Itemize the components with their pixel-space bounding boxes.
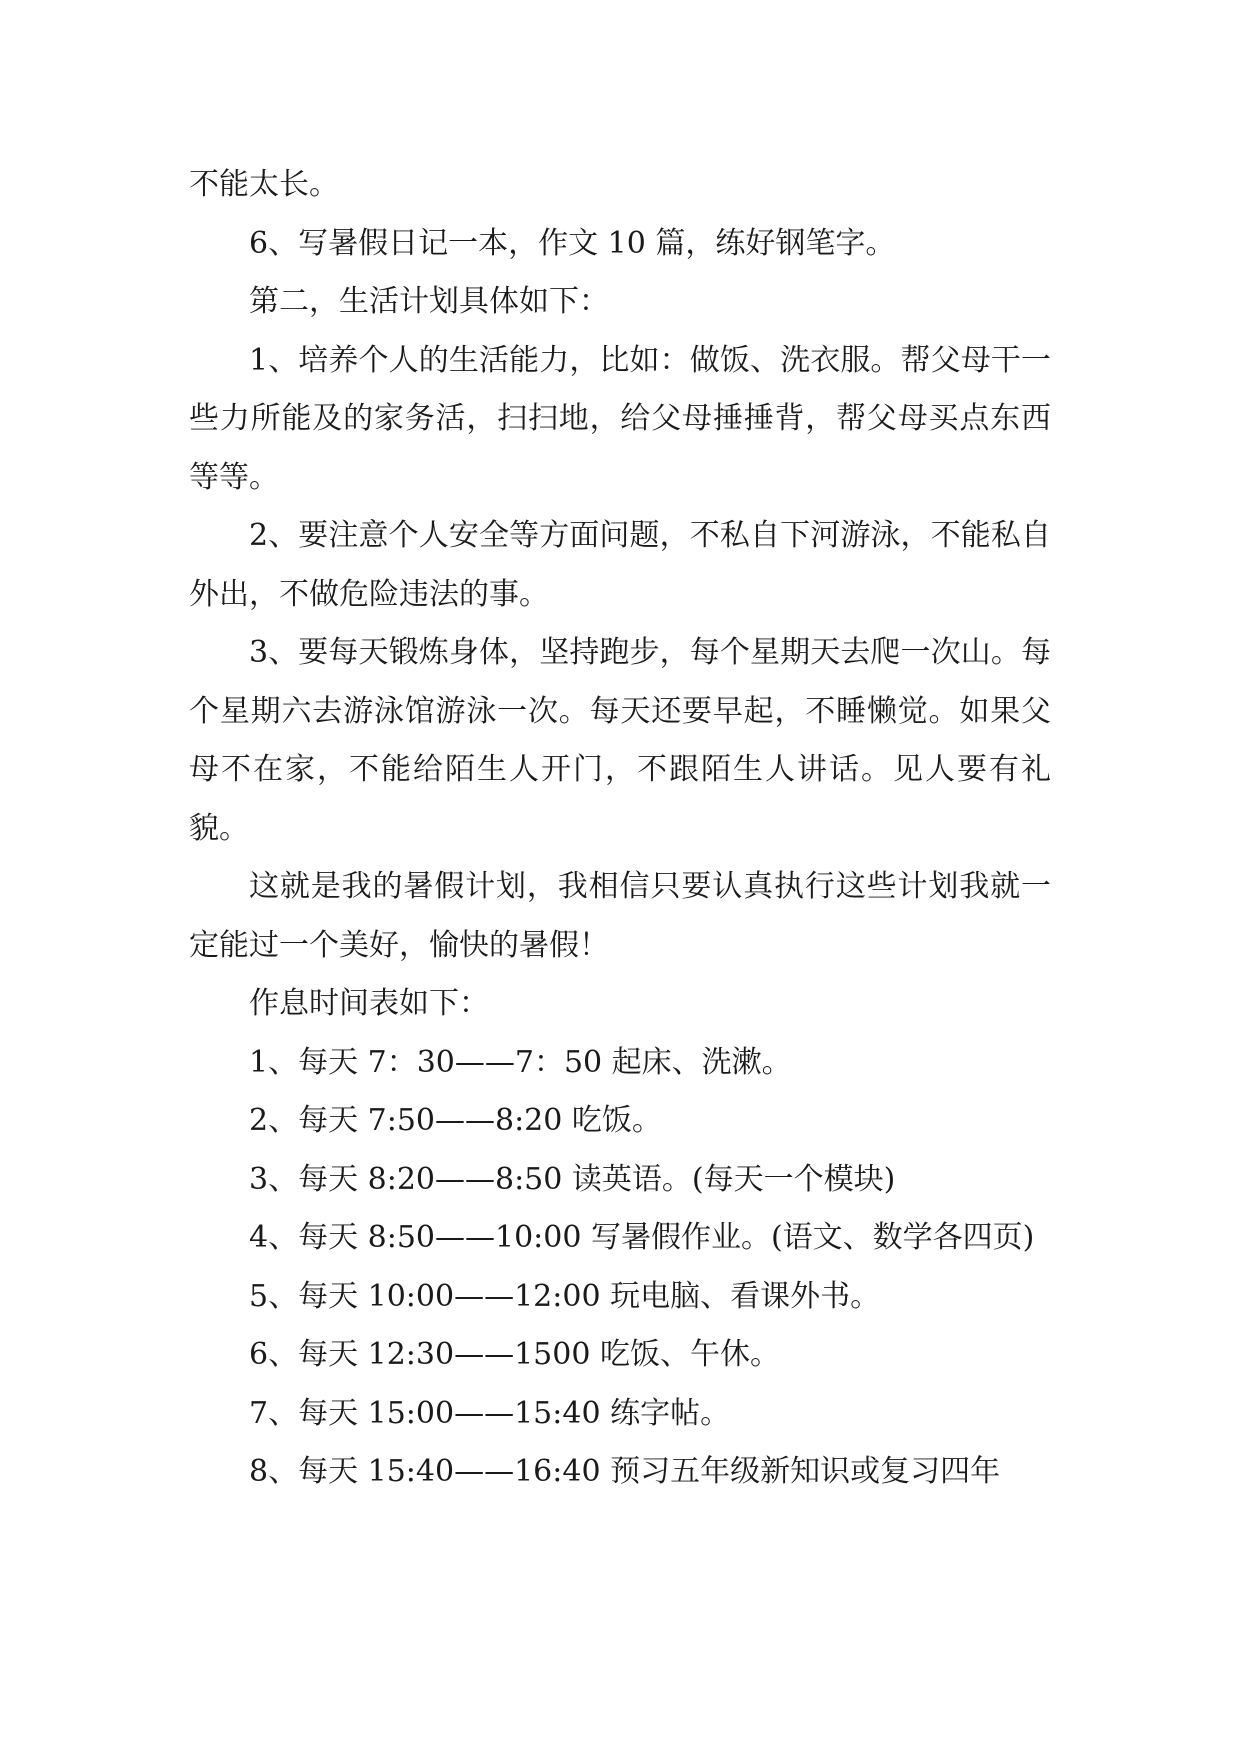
list-item: 1、培养个人的生活能力，比如：做饭、洗衣服。帮父母干一些力所能及的家务活，扫扫地，给父母捶捶背，帮父母买点东西等等。 — [189, 342, 1051, 495]
schedule-item: 6、每天 12:30——1500 吃饭、午休。 — [249, 1337, 780, 1372]
schedule-item: 2、每天 7:50——8:20 吃饭。 — [249, 1103, 662, 1138]
section-heading: 第二，生活计划具体如下： — [249, 284, 609, 319]
paragraph: 6、写暑假日记一本，作文 10 篇，练好钢笔字。 — [249, 225, 896, 261]
schedule-item: 3、每天 8:20——8:50 读英语。(每天一个模块) — [249, 1161, 896, 1197]
paragraph: 这就是我的暑假计划，我相信只要认真执行这些计划我就一定能过一个美好，愉快的暑假！ — [189, 869, 1051, 963]
schedule-item: 5、每天 10:00——12:00 玩电脑、看课外书。 — [249, 1278, 881, 1314]
schedule-item: 4、每天 8:50——10:00 写暑假作业。(语文、数学各四页) — [249, 1220, 1035, 1255]
schedule-item: 8、每天 15:40——16:40 预习五年级新知识或复习四年 — [249, 1454, 1001, 1489]
list-item: 3、要每天锻炼身体，坚持跑步，每个星期天去爬一次山。每个星期六去游泳馆游泳一次。每天还要早起，不睡懒觉。如果父母不在家，不能给陌生人开门，不跟陌生人讲话。见人要有礼貌。 — [189, 635, 1051, 846]
document-body — [189, 156, 1051, 1502]
list-item: 2、要注意个人安全等方面问题，不私自下河游泳，不能私自外出，不做危险违法的事。 — [189, 518, 1051, 612]
schedule-item: 1、每天 7：30——7：50 起床、洗漱。 — [249, 1044, 792, 1080]
paragraph: 不能太长。 — [189, 167, 339, 202]
section-heading: 作息时间表如下： — [249, 986, 489, 1021]
schedule-item: 7、每天 15:00——15:40 练字帖。 — [249, 1395, 731, 1431]
